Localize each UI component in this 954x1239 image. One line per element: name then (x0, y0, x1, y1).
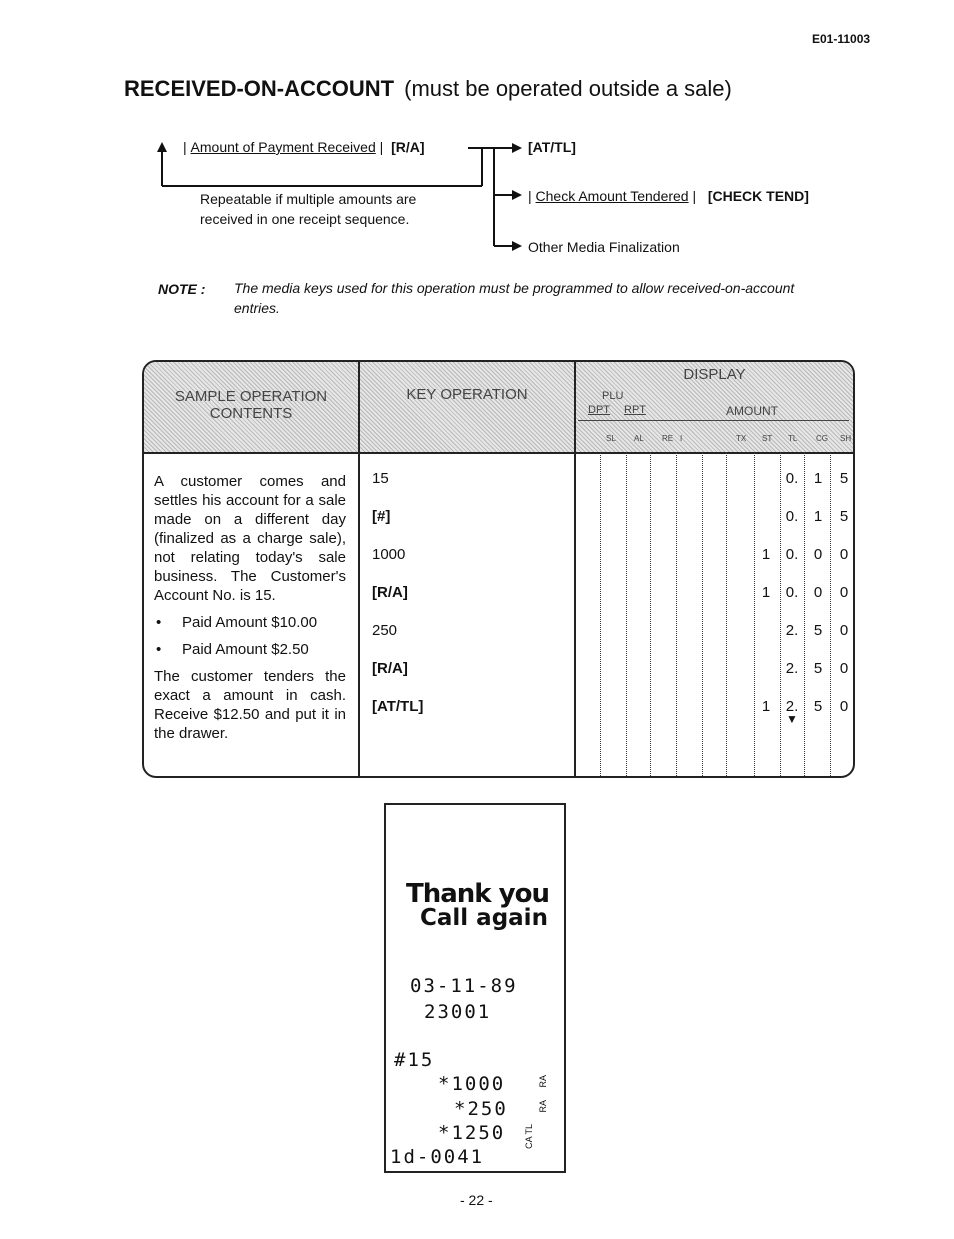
other-media-label: Other Media Finalization (528, 239, 680, 255)
receipt-date: 03-11-89 (410, 975, 518, 997)
amount-received-label: Amount of Payment Received (190, 139, 376, 155)
header-contents-line2: CONTENTS (209, 405, 293, 422)
operation-table (142, 360, 855, 778)
indicator-labels (576, 434, 853, 446)
display-column-divider (780, 452, 781, 776)
header-display-label: DISPLAY (683, 366, 746, 383)
display-column-divider (804, 452, 805, 776)
display-digit: 0. (785, 546, 799, 563)
display-column-divider (600, 452, 601, 776)
header-contents-line1: SAMPLE OPERATION (174, 388, 328, 405)
title-subtitle: (must be operated outside a sale) (404, 76, 732, 101)
indicator-re: RE (662, 434, 674, 443)
note-text: The media keys used for this operation must be programmed to allow received-on-account entries. (234, 280, 795, 316)
receipt-line1-amount: *1000 (438, 1073, 506, 1095)
key-operation-row: 1000 (372, 546, 406, 563)
header-amount: AMOUNT (726, 404, 778, 418)
contents-paragraph-2: The customer tenders the exact a amount in cash. Receive $12.50 and put it in the drawer. (154, 668, 346, 742)
indicator-st: ST (762, 434, 773, 443)
key-operation-row: [R/A] (372, 584, 408, 601)
header-key-operation-label: KEY OPERATION (406, 386, 528, 403)
key-operation-row: [#] (372, 508, 391, 525)
note-label: NOTE : (158, 281, 206, 297)
title-main: RECEIVED-ON-ACCOUNT (124, 76, 395, 101)
indicator-tl: TL (788, 434, 798, 443)
sample-operation-contents (154, 472, 346, 751)
check-tendered-entry: | Check Amount Tendered | [CHECK TEND] (528, 188, 809, 204)
section-title (124, 76, 732, 102)
display-digit: 0. (785, 584, 799, 601)
display-digit: 5 (839, 470, 849, 487)
receipt-footer: 1d-0041 (390, 1146, 485, 1168)
receipt-line3-tag: CA TL (524, 1124, 534, 1149)
display-digit: 0 (839, 622, 849, 639)
display-column-divider (754, 452, 755, 776)
display-digit: 2. (785, 698, 799, 715)
indicator-tx: TX (736, 434, 747, 443)
total-marker-icon: ▼ (786, 712, 798, 726)
receipt-call-again: Call again (420, 905, 548, 931)
check-tend-key: [CHECK TEND] (707, 188, 809, 204)
display-digit: 0 (839, 698, 849, 715)
key-operation-row: [R/A] (372, 660, 408, 677)
display-digit: 0. (785, 508, 799, 525)
display-digit: 1 (813, 508, 823, 525)
display-digit: 5 (813, 660, 823, 677)
display-digit: 0 (813, 546, 823, 563)
header-key-operation (360, 362, 574, 452)
display-digit: 0 (839, 546, 849, 563)
key-operation-row: 15 (372, 470, 389, 487)
repeat-note-line1: Repeatable if multiple amounts are (200, 191, 417, 207)
at-tl-key: [AT/TL] (528, 139, 576, 155)
header-dpt: DPT (588, 404, 610, 416)
header-rpt: RPT (624, 404, 646, 416)
receipt-line3-amount: *1250 (438, 1122, 506, 1144)
indicator-sh: SH (840, 434, 852, 443)
header-plu: PLU (602, 390, 624, 402)
header-sample-contents (144, 362, 358, 452)
display-column-divider (650, 452, 651, 776)
display-digit: 1 (813, 470, 823, 487)
header-display (576, 362, 853, 452)
indicator-al: AL (634, 434, 644, 443)
ra-key: [R/A] (391, 139, 425, 155)
amount-received-entry: | Amount of Payment Received | [R/A] (183, 139, 425, 155)
contents-bullet-1: • Paid Amount $10.00 (154, 613, 346, 632)
check-amount-label: Check Amount Tendered (535, 188, 689, 204)
receipt-line2-tag: RA (538, 1100, 548, 1113)
contents-bullet-2: • Paid Amount $2.50 (154, 640, 346, 659)
indicator-sl: SL (606, 434, 616, 443)
display-digit: 5 (813, 622, 823, 639)
repeat-note-line2: received in one receipt sequence. (200, 211, 410, 227)
indicator-cg: CG (816, 434, 828, 443)
display-column-divider (726, 452, 727, 776)
receipt (384, 803, 566, 1173)
display-digit: 5 (813, 698, 823, 715)
receipt-line2-amount: *250 (454, 1098, 508, 1120)
display-column-divider (702, 452, 703, 776)
contents-paragraph-1: A customer comes and settles his account for a sale made on a different day (finalized as a charge sale), not relating today's sale business. The Customer's Account No. is 15. (154, 473, 346, 604)
receipt-line1-tag: RA (538, 1075, 548, 1088)
display-digit: 2. (785, 622, 799, 639)
display-digit: 1 (761, 698, 771, 715)
display-column-divider (830, 452, 831, 776)
display-digit: 0. (785, 470, 799, 487)
receipt-code: 23001 (424, 1001, 492, 1023)
display-digit: 0 (813, 584, 823, 601)
display-digit: 1 (761, 584, 771, 601)
display-digit: 5 (839, 508, 849, 525)
receipt-thank-you: Thank you (406, 879, 549, 909)
indicator-i: I (680, 434, 683, 443)
receipt-account: #15 (394, 1049, 435, 1071)
page-number: - 22 - (460, 1192, 493, 1208)
repeat-note (200, 189, 416, 229)
display-digit: 1 (761, 546, 771, 563)
display-digit: 0 (839, 660, 849, 677)
key-operation-row: 250 (372, 622, 398, 639)
display-column-divider (676, 452, 677, 776)
document-number: E01-11003 (812, 32, 871, 46)
key-operation-row: [AT/TL] (372, 698, 424, 715)
repeat-arrow-icon (157, 142, 167, 152)
display-column-divider (626, 452, 627, 776)
display-digit: 2. (785, 660, 799, 677)
display-digit: 0 (839, 584, 849, 601)
